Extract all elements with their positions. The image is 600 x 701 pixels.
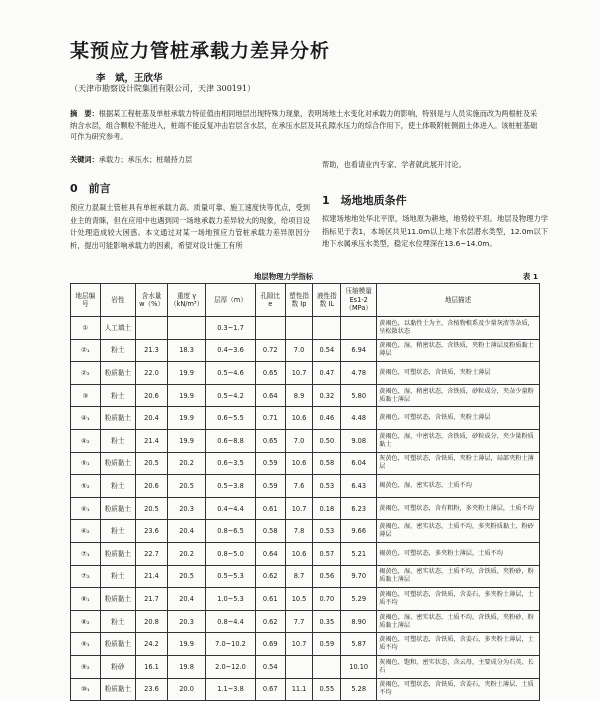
table-cell-soil: 粉质黏土 — [100, 407, 135, 430]
table-cell-id: ③ — [71, 384, 101, 407]
table-cell-h: 0.8~5.0 — [206, 542, 256, 565]
table-cell-desc: 黄褐色，可塑状态，含铁质，含姜石，多夹粉土薄层，土质不均 — [377, 588, 540, 611]
table-cell-id: ②₂ — [71, 362, 101, 385]
table-cell-id: ②₁ — [71, 339, 101, 362]
table-cell-g — [167, 317, 205, 340]
table-cell-soil: 人工填土 — [100, 317, 135, 340]
table-row — [71, 565, 540, 588]
table-cell-h: 0.8~6.5 — [206, 520, 256, 543]
table-cell-es: 4.78 — [341, 362, 377, 385]
table-cell-g: 20.5 — [167, 475, 205, 498]
table-cell-g: 20.0 — [167, 678, 205, 701]
table-cell-es — [341, 317, 377, 340]
table-cell-desc: 黄褐色，湿，密实状态，土质不均，多夹粉质黏土，粉砂薄层 — [377, 520, 540, 543]
table-cell-id: ⑥₁ — [71, 497, 101, 520]
table-cell-w: 23.6 — [136, 678, 168, 701]
keywords-label: 关键词： — [70, 155, 99, 164]
table-cell-desc: 黄褐色，可塑状态，含铁质，含姜石，夹粉土薄层，土质不均 — [377, 678, 540, 701]
table-number: 表 1 — [522, 272, 538, 281]
table-cell-soil: 粉质黏土 — [100, 588, 135, 611]
table-cell-il: 0.53 — [313, 475, 341, 498]
table-cell-id: ⑤₁ — [71, 452, 101, 475]
table-row — [71, 655, 540, 678]
table-cell-il: 0.35 — [313, 610, 341, 633]
table-cell-h: 2.0~12.0 — [206, 655, 256, 678]
table-header-cell: 塑性指数 Ip — [285, 284, 313, 317]
table-cell-e: 0.59 — [255, 452, 285, 475]
table-cell-h: 0.5~4.6 — [206, 362, 256, 385]
table-row — [71, 384, 540, 407]
table-cell-il — [313, 655, 341, 678]
table-cell-h: 0.4~4.4 — [206, 497, 256, 520]
table-header-cell: 液性指数 IL — [313, 284, 341, 317]
table-cell-es: 6.94 — [341, 339, 377, 362]
table-cell-ip: 8.9 — [285, 384, 313, 407]
table-cell-id: ⑨₂ — [71, 655, 101, 678]
table-cell-ip: 10.7 — [285, 362, 313, 385]
table-cell-w: 20.6 — [136, 475, 168, 498]
table-cell-w: 21.7 — [136, 588, 168, 611]
table-cell-id: ⑤₂ — [71, 475, 101, 498]
table-cell-e: 0.59 — [255, 475, 285, 498]
table-cell-e: 0.71 — [255, 407, 285, 430]
table-caption: 地层物理力学指标 — [254, 272, 314, 281]
table-cell-h: 0.6~5.5 — [206, 407, 256, 430]
table-cell-es: 5.21 — [341, 542, 377, 565]
table-cell-il: 0.56 — [313, 565, 341, 588]
table-cell-e — [255, 317, 285, 340]
right-column-continuation: 帮助，也看请业内专家、学者就此展开讨论。 — [322, 160, 466, 169]
table-cell-soil: 粉土 — [100, 520, 135, 543]
table-cell-w: 20.8 — [136, 610, 168, 633]
table-cell-soil: 粉质黏土 — [100, 633, 135, 656]
authors: 李 斌，王欣华 — [96, 73, 163, 84]
table-cell-es: 10.10 — [341, 655, 377, 678]
table-cell-es: 4.48 — [341, 407, 377, 430]
table-cell-h: 0.4~3.6 — [206, 339, 256, 362]
table-cell-w: 22.7 — [136, 542, 168, 565]
intro-paragraph: 预应力混凝土管桩具有单桩承载力高、质量可靠、施工速度快等优点，受到业主的青睐，但在应用中也遇到同一场地承载力差异较大的现象，给项目设计处理造成较大困惑。本文通过对某一场地预应力管桩承载力差异原因分析，提出可能影响承载力的因素，希望对设计施工有所 — [70, 203, 310, 250]
table-row — [71, 452, 540, 475]
table-header-cell: 压缩模量 Es1-2（MPa） — [341, 284, 377, 317]
table-cell-e: 0.58 — [255, 520, 285, 543]
table-cell-w: 20.5 — [136, 497, 168, 520]
table-cell-e: 0.69 — [255, 633, 285, 656]
table-cell-w: 23.6 — [136, 520, 168, 543]
table-cell-id: ④₁ — [71, 407, 101, 430]
table-cell-g: 20.2 — [167, 542, 205, 565]
table-row — [71, 542, 540, 565]
soil-properties-table — [70, 283, 540, 701]
table-cell-id: ⑩₁ — [71, 678, 101, 701]
table-cell-il: 0.46 — [313, 407, 341, 430]
table-cell-g: 19.9 — [167, 362, 205, 385]
abstract-label: 摘 要： — [70, 109, 99, 118]
table-cell-ip: 10.6 — [285, 452, 313, 475]
table-cell-il: 0.70 — [313, 588, 341, 611]
table-cell-g: 19.9 — [167, 429, 205, 452]
table-cell-desc: 褐黄色，湿，密实状态，土质不均，含铁质，夹粉砂，粉质黏土薄层 — [377, 565, 540, 588]
table-cell-id: ⑦₁ — [71, 542, 101, 565]
table-cell-h: 0.8~4.4 — [206, 610, 256, 633]
table-cell-desc: 褐黄色，可塑状态，多夹粉土薄层，土质不均 — [377, 542, 540, 565]
table-cell-ip: 10.5 — [285, 588, 313, 611]
table-cell-es: 5.80 — [341, 384, 377, 407]
table-cell-w: 20.6 — [136, 384, 168, 407]
table-cell-g: 20.3 — [167, 610, 205, 633]
table-cell-e: 0.64 — [255, 542, 285, 565]
table-cell-soil: 粉土 — [100, 384, 135, 407]
table-cell-ip: 7.8 — [285, 520, 313, 543]
table-cell-soil: 粉质黏土 — [100, 362, 135, 385]
table-cell-il: 0.55 — [313, 678, 341, 701]
table-cell-desc: 黄褐色，湿，稍密状态，含铁质，夹粉土薄层及粉质黏土薄层 — [377, 339, 540, 362]
table-cell-soil: 粉质黏土 — [100, 678, 135, 701]
table-cell-h: 0.5~5.3 — [206, 565, 256, 588]
table-cell-ip — [285, 317, 313, 340]
table-cell-es: 5.87 — [341, 633, 377, 656]
table-cell-il: 0.18 — [313, 497, 341, 520]
table-row — [71, 475, 540, 498]
table-cell-w: 22.0 — [136, 362, 168, 385]
table-cell-w: 24.2 — [136, 633, 168, 656]
table-cell-soil: 粉土 — [100, 429, 135, 452]
table-header-cell: 层厚（m） — [206, 284, 256, 317]
abstract-text: 根据某工程桩基及单桩承载力特征值由相同地层出现特殊力现象，表明场地土水变化对承载力的影响，特别是与人员实施而改为两根桩及采纳含水层，组合颗粒不能进入，桩端不能反复冲击岩层含水层，在承压水层及其孔隙水压力的综合作用下，使土体吸附桩侧面土体进入。该桩桩基础可作为研究参考。 — [70, 109, 538, 141]
table-cell-e: 0.65 — [255, 362, 285, 385]
table-cell-es: 9.08 — [341, 429, 377, 452]
table-cell-id: ⑥₂ — [71, 520, 101, 543]
table-cell-w: 21.3 — [136, 339, 168, 362]
table-cell-il: 0.50 — [313, 429, 341, 452]
table-cell-g: 20.5 — [167, 565, 205, 588]
table-cell-id: ① — [71, 317, 101, 340]
table-cell-desc: 黄褐色，可塑状态，含铁质，夹粉土薄层 — [377, 362, 540, 385]
table-cell-id: ④₂ — [71, 429, 101, 452]
table-cell-es: 9.70 — [341, 565, 377, 588]
table-cell-soil: 粉砂 — [100, 655, 135, 678]
table-cell-soil: 粉土 — [100, 565, 135, 588]
table-cell-soil: 粉质黏土 — [100, 542, 135, 565]
table-row — [71, 520, 540, 543]
table-header-cell: 含水量 w（%） — [136, 284, 168, 317]
table-cell-il — [313, 317, 341, 340]
table-header-cell: 孔隙比 e — [255, 284, 285, 317]
table-cell-ip: 8.7 — [285, 565, 313, 588]
table-row — [71, 678, 540, 701]
section-heading-intro: 0 前言 — [70, 182, 111, 195]
table-cell-id: ⑨₁ — [71, 633, 101, 656]
table-cell-w: 21.4 — [136, 565, 168, 588]
table-cell-w: 20.4 — [136, 407, 168, 430]
table-cell-e: 0.65 — [255, 429, 285, 452]
table-row — [71, 610, 540, 633]
table-row — [71, 407, 540, 430]
table-cell-g: 19.8 — [167, 655, 205, 678]
table-cell-soil: 粉土 — [100, 339, 135, 362]
table-cell-w: 20.5 — [136, 452, 168, 475]
table-cell-es: 6.04 — [341, 452, 377, 475]
table-cell-desc: 黄褐色，湿，稍密状态，含铁质，砂粒成分，夹杂少量粉质黏土薄层 — [377, 384, 540, 407]
table-cell-il: 0.53 — [313, 520, 341, 543]
table-cell-ip: 10.7 — [285, 633, 313, 656]
section-heading-geology: 1 场地地质条件 — [322, 194, 407, 207]
table-cell-w — [136, 317, 168, 340]
table-cell-il: 0.54 — [313, 339, 341, 362]
table-cell-ip: 10.6 — [285, 407, 313, 430]
paper-title: 某预应力管桩承载力差异分析 — [70, 40, 331, 62]
table-cell-w: 16.1 — [136, 655, 168, 678]
table-cell-e: 0.64 — [255, 384, 285, 407]
table-row — [71, 633, 540, 656]
table-row — [71, 588, 540, 611]
table-cell-soil: 粉质黏土 — [100, 452, 135, 475]
table-cell-e: 0.67 — [255, 678, 285, 701]
table-cell-desc: 黄褐色，湿，中密状态，含铁质，砂粒成分，夹少量粉质黏土 — [377, 429, 540, 452]
table-cell-desc: 黄褐色，以黏性土为主，含植物根系及少量灰渣等杂质，呈松散状态 — [377, 317, 540, 340]
table-row — [71, 429, 540, 452]
table-cell-soil: 粉质黏土 — [100, 497, 135, 520]
table-header-cell: 地层描述 — [377, 284, 540, 317]
abstract — [70, 108, 540, 143]
table-cell-g: 19.9 — [167, 407, 205, 430]
table-cell-ip: 11.1 — [285, 678, 313, 701]
table-cell-e: 0.61 — [255, 588, 285, 611]
table-row — [71, 362, 540, 385]
table-header-row — [71, 284, 540, 317]
table-cell-desc: 褐黄色，湿，密实状态，土质不均 — [377, 475, 540, 498]
table-cell-e: 0.61 — [255, 497, 285, 520]
table-cell-id: ⑧₂ — [71, 610, 101, 633]
table-cell-il: 0.32 — [313, 384, 341, 407]
table-cell-e: 0.72 — [255, 339, 285, 362]
table-cell-ip: 7.6 — [285, 475, 313, 498]
table-cell-e: 0.54 — [255, 655, 285, 678]
table-cell-id: ⑧₁ — [71, 588, 101, 611]
table-cell-h: 1.1~3.8 — [206, 678, 256, 701]
table-cell-es: 6.43 — [341, 475, 377, 498]
table-cell-es: 9.66 — [341, 520, 377, 543]
table-cell-ip: 7.0 — [285, 429, 313, 452]
table-cell-h: 1.0~5.3 — [206, 588, 256, 611]
table-cell-w: 21.4 — [136, 429, 168, 452]
table-cell-es: 5.28 — [341, 678, 377, 701]
table-cell-es: 6.23 — [341, 497, 377, 520]
table-cell-desc: 黄褐色，可塑状态，含铁质，夹粉土薄层 — [377, 407, 540, 430]
keywords-text: 承载力；承压水；桩端持力层 — [98, 155, 193, 164]
table-cell-e: 0.62 — [255, 610, 285, 633]
table-cell-es: 5.29 — [341, 588, 377, 611]
table-cell-soil: 粉土 — [100, 475, 135, 498]
table-cell-desc: 黄褐色，湿，密实状态，土质不均，含铁质，夹粉砂、粉质黏土薄层 — [377, 610, 540, 633]
table-cell-g: 20.4 — [167, 588, 205, 611]
table-cell-g: 20.2 — [167, 452, 205, 475]
table-cell-desc: 黄褐色，可塑状态，含有粗粉，多夹粉土薄层，土质不均 — [377, 497, 540, 520]
affiliation: （天津市勘察设计院集团有限公司，天津 300191） — [70, 84, 256, 93]
table-cell-ip: 7.7 — [285, 610, 313, 633]
table-header-cell: 岩性 — [100, 284, 135, 317]
table-cell-id: ⑦₂ — [71, 565, 101, 588]
table-cell-g: 20.3 — [167, 497, 205, 520]
table-cell-g: 19.9 — [167, 633, 205, 656]
geology-paragraph: 拟建场地地处华北平原，场地原为耕地，地势较平坦。地层及物理力学指标见于表1，本场区共见11.0m以上地下水层潜水类型，12.0m以下地下水属承压水类型，稳定水位埋深在13.6~14.0m。 — [322, 214, 548, 248]
table-row — [71, 339, 540, 362]
table-cell-e: 0.62 — [255, 565, 285, 588]
table-row — [71, 497, 540, 520]
table-cell-desc: 灰褐色，饱和，密实状态，含云母，主要成分为石英、长石 — [377, 655, 540, 678]
table-cell-ip: 7.0 — [285, 339, 313, 362]
table-cell-desc: 黄褐色，可塑状态，含铁质，含姜石，多夹粉土薄层，土质不均 — [377, 633, 540, 656]
table-cell-il: 0.58 — [313, 452, 341, 475]
table-cell-h: 0.5~4.2 — [206, 384, 256, 407]
table-cell-es: 8.90 — [341, 610, 377, 633]
table-cell-ip — [285, 655, 313, 678]
table-cell-g: 18.3 — [167, 339, 205, 362]
table-cell-h: 7.0~10.2 — [206, 633, 256, 656]
table-cell-il: 0.57 — [313, 542, 341, 565]
table-cell-il: 0.47 — [313, 362, 341, 385]
table-cell-g: 20.4 — [167, 520, 205, 543]
table-cell-ip: 10.7 — [285, 497, 313, 520]
table-header-cell: 重度 γ（kN/m³） — [167, 284, 205, 317]
table-cell-desc: 灰黄色，可塑状态，含铁质，夹粉土薄层，局部夹粉土薄层 — [377, 452, 540, 475]
table-header-cell: 地层编号 — [71, 284, 101, 317]
table-cell-g: 19.9 — [167, 384, 205, 407]
table-cell-h: 0.3~1.7 — [206, 317, 256, 340]
table-row — [71, 317, 540, 340]
table-cell-h: 0.6~8.8 — [206, 429, 256, 452]
table-cell-h: 0.5~3.8 — [206, 475, 256, 498]
keywords — [70, 155, 540, 165]
table-cell-ip: 10.6 — [285, 542, 313, 565]
table-cell-h: 0.6~3.5 — [206, 452, 256, 475]
table-cell-soil: 粉土 — [100, 610, 135, 633]
table-cell-il: 0.59 — [313, 633, 341, 656]
